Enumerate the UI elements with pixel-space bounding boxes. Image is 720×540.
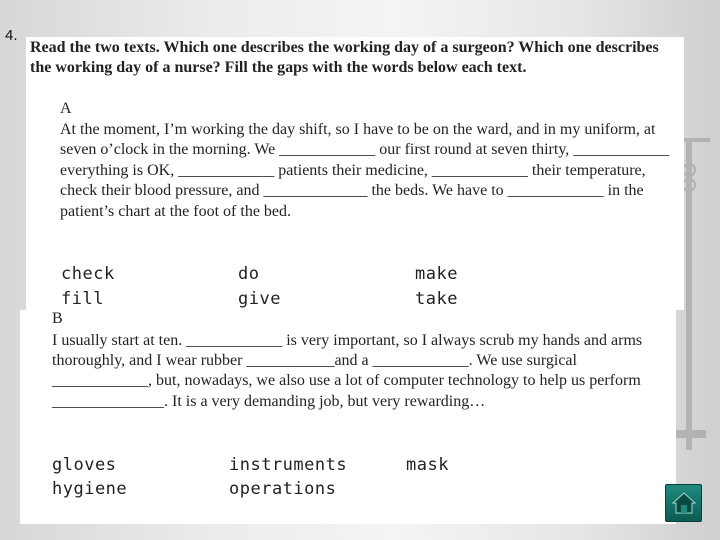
text-b-label: B [52,310,63,327]
slide-number: 4. [5,27,18,44]
word-operations: operations [229,479,337,499]
word-fill: fill [61,289,104,309]
word-make: make [415,264,458,284]
word-take: take [415,289,458,309]
home-button[interactable] [665,484,702,522]
word-do: do [238,264,260,284]
text-a-body: At the moment, I’m working the day shift, so I have to be on the ward, and in my uniform, at seven o’clock in the morning. We ____________ our first round at seven thirty, ____________ everything is OK, ____________ patients their medicine, ____________ their temperature, check their blood pressure, and _____________ the beds. We have to ____________ in the patient’s chart at the foot of the bed. [60,121,670,220]
word-mask: mask [406,455,449,475]
word-check: check [61,264,115,284]
word-hygiene: hygiene [52,479,128,499]
home-icon [671,490,697,516]
instructions-heading: Read the two texts. Which one describes the working day of a surgeon? Which one describes the working day of a nurse? Fill the gaps with the words below each text. [30,39,659,76]
word-give: give [238,289,281,309]
text-a-label: A [60,100,72,117]
word-instruments: instruments [229,455,348,475]
text-b-body: I usually start at ten. ____________ is very important, so I always scrub my hands and arms thoroughly, and I wear rubber ___________and a ____________. We use surgical ____________, but, nowadays, we also use a lot of computer technology to help us perform ______________. It is a very demanding job, but very rewarding… [52,332,643,410]
word-gloves: gloves [52,455,117,475]
